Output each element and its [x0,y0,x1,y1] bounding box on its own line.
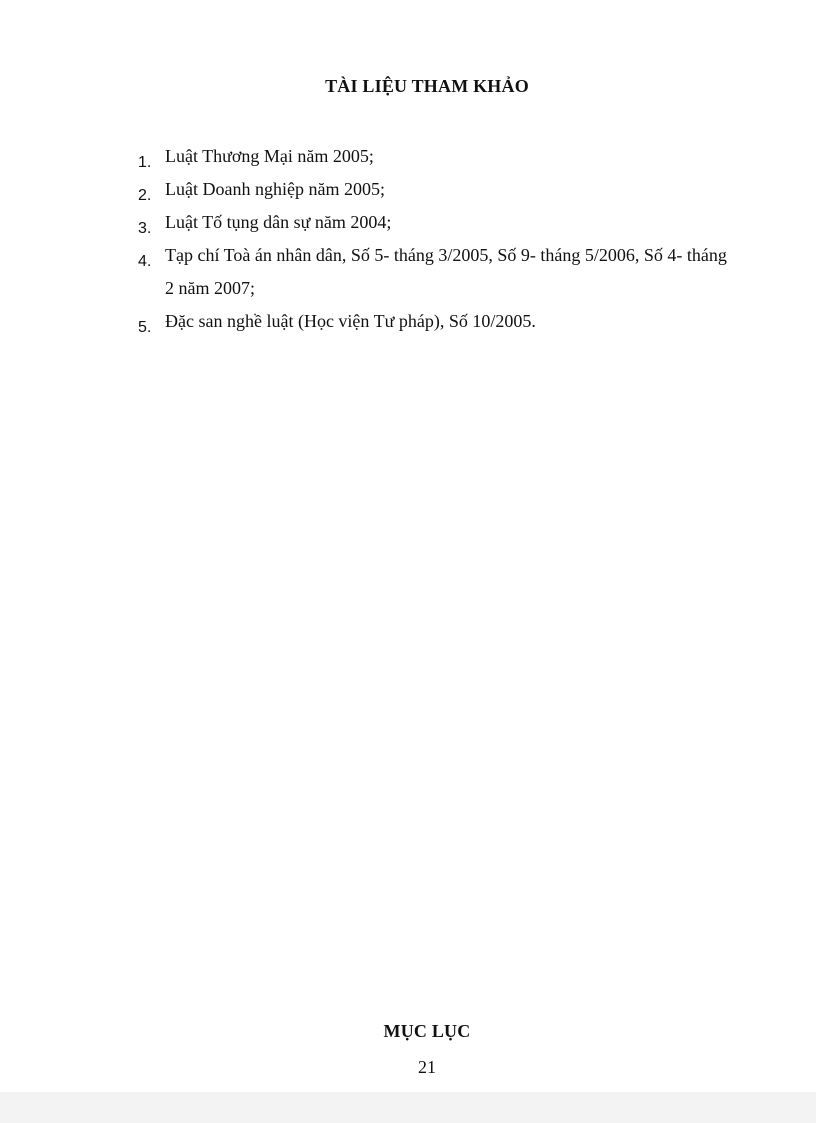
reference-text: Đặc san nghề luật (Học viện Tư pháp), Số 10/2005. [165,311,536,331]
reference-item [138,305,728,338]
reference-number: 4. [138,253,152,270]
page-number: 21 [418,1057,436,1077]
reference-item [138,239,728,305]
reference-text: Luật Thương Mại năm 2005; [165,146,374,166]
references-title: TÀI LIỆU THAM KHẢO [325,76,529,96]
reference-text: Luật Tố tụng dân sự năm 2004; [165,212,392,232]
reference-number: 3. [138,220,152,237]
page-bottom-edge [0,1092,816,1123]
reference-number: 1. [138,154,152,171]
reference-list [138,140,728,338]
reference-item [138,173,728,206]
reference-item [138,206,728,239]
table-of-contents-title: MỤC LỤC [383,1021,471,1041]
reference-item [138,140,728,173]
reference-text: Luật Doanh nghiệp năm 2005; [165,179,385,199]
reference-text: Tạp chí Toà án nhân dân, Số 5- tháng 3/2005, Số 9- tháng 5/2006, Số 4- tháng 2 năm 2007; [165,245,727,298]
reference-number: 5. [138,319,152,336]
reference-number: 2. [138,187,152,204]
